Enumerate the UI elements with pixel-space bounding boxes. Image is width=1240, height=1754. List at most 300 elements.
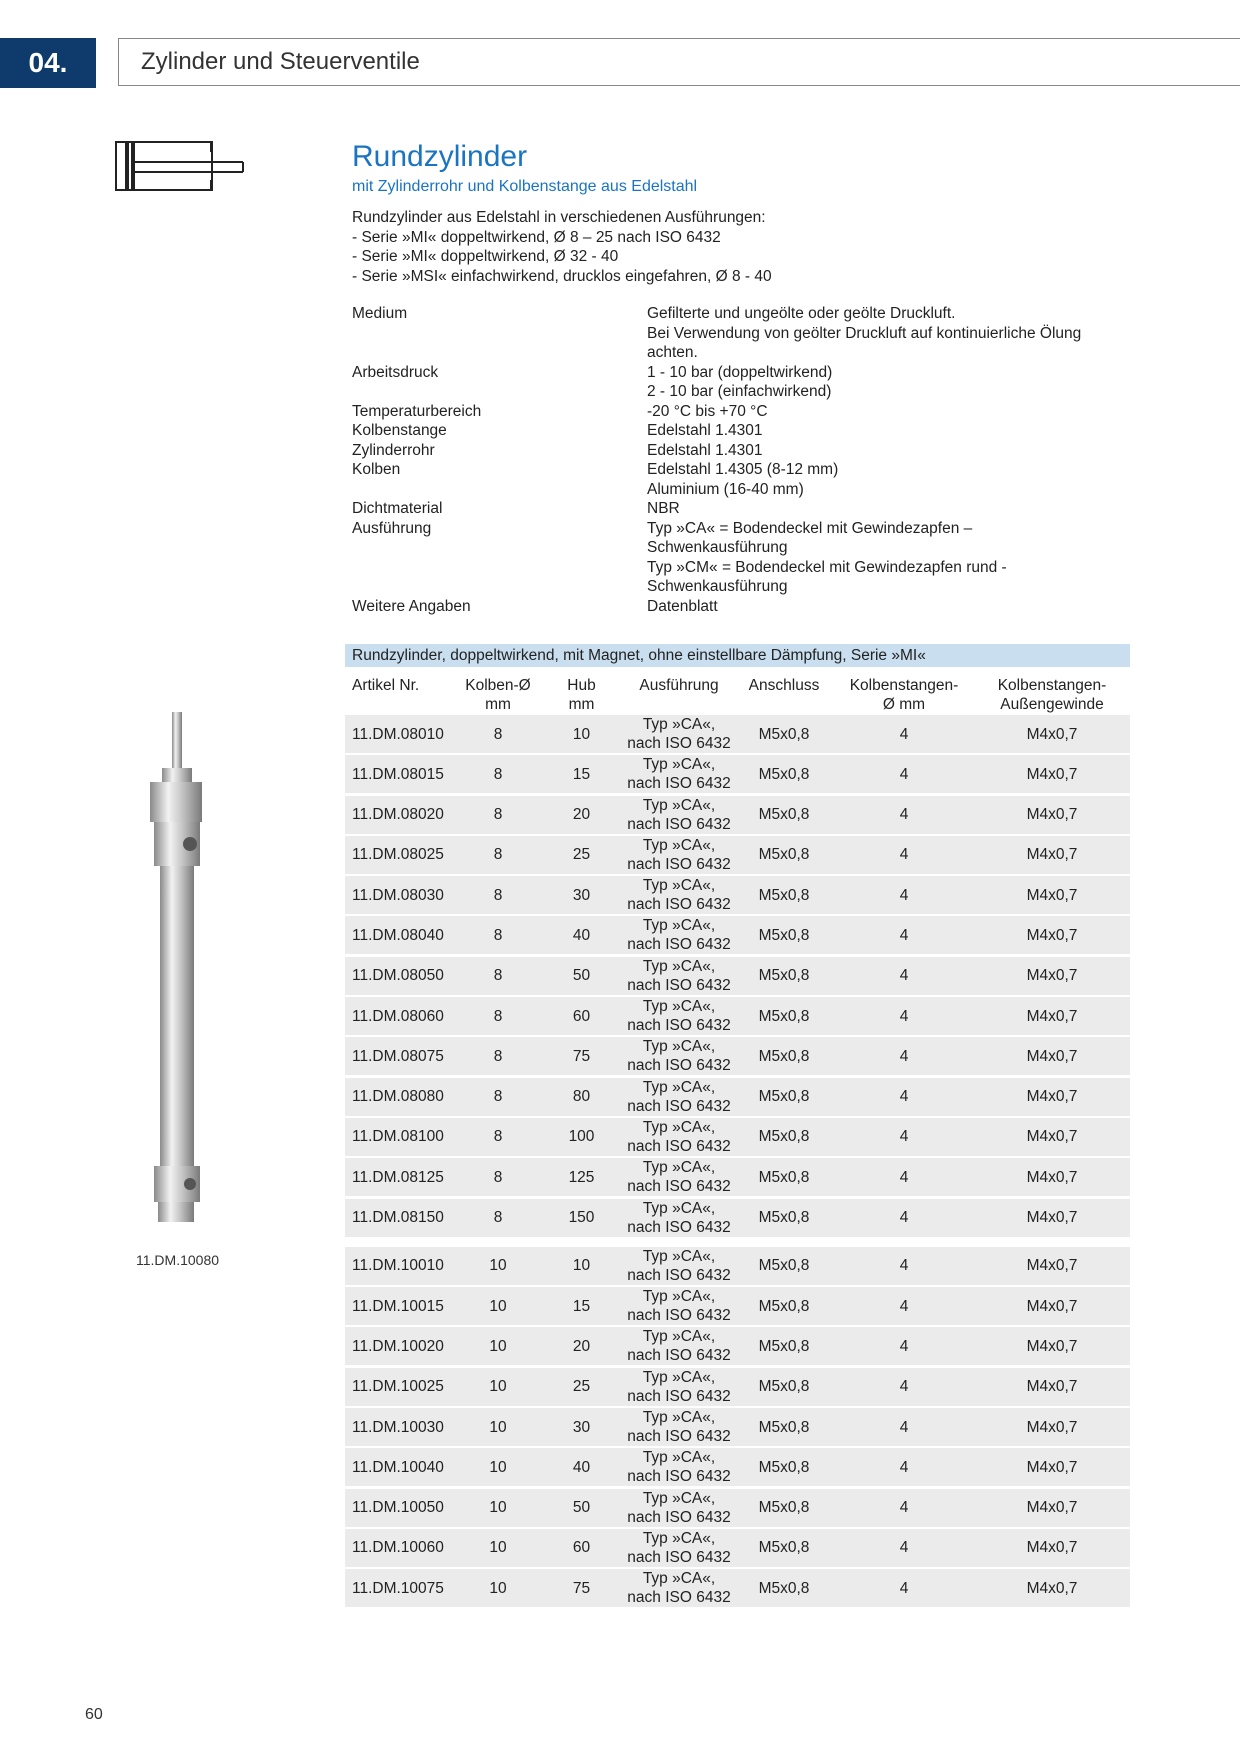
rod-thread: M4x0,7	[1026, 1458, 1078, 1476]
table-row	[345, 1327, 1130, 1365]
execution	[624, 715, 734, 753]
rod-thread: M4x0,7	[1026, 926, 1078, 944]
article-number: 11.DM.08010	[352, 725, 444, 743]
execution-line: Typ »CA«,	[642, 1570, 716, 1588]
rod-diameter: 4	[899, 1499, 909, 1517]
cylinder-symbol-icon	[115, 140, 245, 194]
spec-value-line: Bei Verwendung von geölter Druckluft auf kontinuierliche Ölung	[647, 324, 1082, 342]
table-row	[345, 1247, 1130, 1285]
spec-value-line: -20 °C bis +70 °C	[647, 402, 768, 420]
execution-line: nach ISO 6432	[627, 1057, 731, 1075]
execution-line: nach ISO 6432	[627, 1468, 731, 1486]
stroke: 40	[572, 1458, 591, 1476]
spec-label: Zylinderrohr	[352, 441, 435, 459]
execution-line: nach ISO 6432	[627, 1387, 731, 1405]
spec-row	[352, 597, 1142, 617]
rod-diameter: 4	[899, 1007, 909, 1025]
column-header-line: Außengewinde	[1000, 696, 1104, 713]
intro-line: - Serie »MSI« einfachwirkend, drucklos eingefahren, Ø 8 - 40	[352, 267, 772, 285]
execution-line: Typ »CA«,	[642, 1118, 716, 1136]
piston-diameter: 8	[493, 765, 503, 783]
piston-diameter: 10	[489, 1539, 507, 1557]
execution-line: nach ISO 6432	[627, 735, 731, 752]
chapter-number-box	[0, 38, 96, 88]
piston-diameter: 10	[489, 1579, 507, 1597]
port-thread: M5x0,8	[758, 1378, 810, 1396]
piston-diameter: 8	[493, 1168, 503, 1186]
rod-thread: M4x0,7	[1026, 1337, 1078, 1355]
port-thread: M5x0,8	[758, 1579, 810, 1597]
execution	[624, 1199, 734, 1237]
spec-value	[647, 499, 1142, 519]
execution-line: Typ »CA«,	[642, 1409, 716, 1427]
execution-line: nach ISO 6432	[627, 1266, 731, 1284]
table-row	[345, 796, 1130, 834]
execution	[624, 1569, 734, 1607]
port-thread: M5x0,8	[758, 1337, 810, 1355]
execution	[624, 1247, 734, 1285]
execution-line: nach ISO 6432	[627, 936, 731, 954]
table-row	[345, 997, 1130, 1035]
piston-diameter: 8	[493, 725, 503, 743]
table-row	[345, 1037, 1130, 1075]
article-number: 11.DM.10075	[352, 1579, 444, 1597]
rod-thread: M4x0,7	[1026, 1128, 1078, 1146]
spec-value-line: Schwenkausführung	[647, 539, 788, 556]
rod-diameter: 4	[899, 806, 909, 824]
table-header	[345, 667, 1130, 715]
column-header-line: mm	[568, 696, 595, 713]
stroke: 80	[572, 1088, 591, 1106]
piston-diameter: 8	[493, 1047, 503, 1065]
spec-value-line: achten.	[647, 344, 698, 361]
rod-thread: M4x0,7	[1026, 1378, 1078, 1396]
execution-line: Typ »CA«,	[642, 1199, 716, 1217]
stroke: 30	[572, 1418, 591, 1436]
execution-line: nach ISO 6432	[627, 976, 731, 994]
rod-thread: M4x0,7	[1026, 967, 1078, 985]
spec-label: Temperaturbereich	[352, 402, 482, 420]
stroke: 50	[572, 1499, 591, 1517]
execution-line: Typ »CA«,	[642, 957, 716, 975]
execution	[624, 1037, 734, 1075]
spec-value	[647, 363, 1142, 402]
piston-diameter: 8	[493, 1128, 503, 1146]
column-header-line: Anschluss	[748, 677, 820, 694]
spec-value-line: Typ »CA« = Bodendeckel mit Gewindezapfen –	[647, 519, 973, 537]
article-number: 11.DM.10015	[352, 1297, 444, 1315]
execution	[624, 1368, 734, 1406]
stroke: 25	[572, 1378, 591, 1396]
rod-diameter: 4	[899, 1378, 909, 1396]
round-cylinder-photo	[140, 712, 260, 1222]
spec-row	[352, 441, 1142, 461]
table-row	[345, 916, 1130, 954]
article-number: 11.DM.10060	[352, 1539, 444, 1557]
product-title: Rundzylinder	[352, 140, 528, 173]
article-number: 11.DM.10010	[352, 1257, 444, 1275]
port-thread: M5x0,8	[758, 1458, 810, 1476]
execution	[624, 836, 734, 874]
rod-diameter: 4	[899, 1257, 909, 1275]
execution-line: Typ »CA«,	[642, 796, 716, 814]
piston-diameter: 10	[489, 1458, 507, 1476]
spec-row	[352, 421, 1142, 441]
spec-value	[647, 597, 1142, 617]
execution-line: nach ISO 6432	[627, 815, 731, 833]
rod-thread: M4x0,7	[1026, 1209, 1078, 1227]
stroke: 60	[572, 1539, 591, 1557]
execution-line: Typ »CA«,	[642, 1247, 716, 1265]
rod-thread: M4x0,7	[1026, 1499, 1078, 1517]
spec-label: Kolbenstange	[352, 422, 447, 439]
port-thread: M5x0,8	[758, 1047, 810, 1065]
column-header	[457, 676, 539, 715]
execution-line: nach ISO 6432	[627, 1589, 731, 1607]
product-subtitle: mit Zylinderrohr und Kolbenstange aus Edelstahl	[352, 178, 698, 195]
column-header	[734, 676, 834, 715]
table-row	[345, 715, 1130, 753]
piston-diameter: 10	[489, 1337, 507, 1355]
execution	[624, 755, 734, 793]
spec-label: Weitere Angaben	[352, 597, 471, 615]
port-thread: M5x0,8	[758, 886, 810, 904]
port-thread: M5x0,8	[758, 725, 810, 743]
table-row	[345, 1489, 1130, 1527]
column-header-line: Hub	[567, 677, 596, 694]
rod-thread: M4x0,7	[1026, 1007, 1078, 1025]
spec-value-line: NBR	[647, 500, 680, 517]
piston-diameter: 8	[493, 886, 503, 904]
rod-diameter: 4	[899, 1418, 909, 1436]
execution-line: Typ »CA«,	[642, 1159, 716, 1177]
table-row	[345, 1448, 1130, 1486]
table-row	[345, 1118, 1130, 1156]
spec-row	[352, 402, 1142, 422]
spec-value-line: Gefilterte und ungeölte oder geölte Druckluft.	[647, 305, 956, 322]
table-row	[345, 1368, 1130, 1406]
column-header	[974, 676, 1130, 715]
table-row	[345, 876, 1130, 914]
rod-thread: M4x0,7	[1026, 1047, 1078, 1065]
execution-line: nach ISO 6432	[627, 1428, 731, 1446]
port-thread: M5x0,8	[758, 1418, 810, 1436]
table-row	[345, 957, 1130, 995]
article-number: 11.DM.08125	[352, 1168, 444, 1186]
spec-label: Arbeitsdruck	[352, 363, 439, 381]
stroke: 75	[572, 1579, 591, 1597]
article-number: 11.DM.08060	[352, 1007, 444, 1025]
stroke: 20	[572, 806, 591, 824]
table-row	[345, 1408, 1130, 1446]
photo-caption: 11.DM.10080	[136, 1252, 220, 1268]
rod-thread: M4x0,7	[1026, 1257, 1078, 1275]
table-row	[345, 836, 1130, 874]
table-row	[345, 1078, 1130, 1116]
rod-diameter: 4	[899, 765, 909, 783]
spec-label: Ausführung	[352, 519, 432, 537]
rod-diameter: 4	[899, 1337, 909, 1355]
column-header	[539, 676, 624, 715]
spec-value	[647, 421, 1142, 441]
spec-row	[352, 363, 1142, 402]
article-number: 11.DM.08030	[352, 886, 444, 904]
spec-value-line: 1 - 10 bar (doppeltwirkend)	[647, 363, 833, 381]
piston-diameter: 10	[489, 1499, 507, 1517]
execution-line: nach ISO 6432	[627, 1137, 731, 1155]
execution	[624, 876, 734, 914]
execution-line: nach ISO 6432	[627, 1508, 731, 1526]
execution	[624, 916, 734, 954]
port-thread: M5x0,8	[758, 1209, 810, 1227]
execution	[624, 1408, 734, 1446]
column-header-line: Ausführung	[639, 677, 719, 694]
article-number: 11.DM.10020	[352, 1337, 444, 1355]
stroke: 125	[568, 1168, 595, 1186]
article-number: 11.DM.08080	[352, 1088, 444, 1106]
table-row	[345, 1199, 1130, 1237]
execution-line: Typ »CA«,	[642, 877, 716, 895]
spec-value-line: Edelstahl 1.4301	[647, 422, 763, 439]
article-number: 11.DM.08015	[352, 765, 444, 783]
column-header-line: Ø mm	[882, 696, 926, 713]
port-thread: M5x0,8	[758, 846, 810, 864]
port-thread: M5x0,8	[758, 1168, 810, 1186]
rod-thread: M4x0,7	[1026, 886, 1078, 904]
rod-diameter: 4	[899, 1539, 909, 1557]
piston-diameter: 8	[493, 1088, 503, 1106]
stroke: 150	[568, 1209, 595, 1227]
piston-diameter: 10	[489, 1297, 507, 1315]
article-number: 11.DM.10050	[352, 1499, 444, 1517]
spec-label: Kolben	[352, 461, 401, 478]
stroke: 40	[572, 926, 591, 944]
column-header-line: Artikel Nr.	[352, 677, 420, 694]
spec-value-line: Aluminium (16-40 mm)	[647, 480, 804, 498]
execution-line: Typ »CA«,	[642, 1038, 716, 1056]
execution-line: Typ »CA«,	[642, 998, 716, 1016]
execution-line: nach ISO 6432	[627, 1218, 731, 1236]
spec-label: Medium	[352, 305, 408, 322]
piston-diameter: 8	[493, 846, 503, 864]
product-table	[345, 644, 1130, 1610]
execution	[624, 957, 734, 995]
table-row	[345, 1158, 1130, 1196]
rod-diameter: 4	[899, 1168, 909, 1186]
table-row	[345, 1529, 1130, 1567]
stroke: 15	[572, 765, 591, 783]
piston-diameter: 10	[489, 1418, 507, 1436]
execution	[624, 1078, 734, 1116]
table-caption: Rundzylinder, doppeltwirkend, mit Magnet, ohne einstellbare Dämpfung, Serie »MI«	[345, 644, 1130, 667]
execution-line: Typ »CA«,	[642, 1529, 716, 1547]
intro-line: - Serie »MI« doppeltwirkend, Ø 32 - 40	[352, 248, 619, 265]
port-thread: M5x0,8	[758, 1297, 810, 1315]
rod-thread: M4x0,7	[1026, 846, 1078, 864]
spec-value-line: Schwenkausführung	[647, 578, 788, 595]
column-header-line: mm	[485, 696, 511, 713]
stroke: 50	[572, 967, 591, 985]
stroke: 20	[572, 1337, 591, 1355]
rod-thread: M4x0,7	[1026, 1088, 1078, 1106]
execution	[624, 1448, 734, 1486]
piston-diameter: 8	[493, 967, 503, 985]
spec-value-line: Edelstahl 1.4305 (8-12 mm)	[647, 461, 839, 478]
stroke: 100	[568, 1128, 595, 1146]
execution-line: nach ISO 6432	[627, 775, 731, 793]
spec-value-line: Typ »CM« = Bodendeckel mit Gewindezapfen rund -	[647, 558, 1007, 576]
execution-line: Typ »CA«,	[642, 1368, 716, 1386]
column-header	[834, 676, 974, 715]
column-header-line: Kolbenstangen-	[997, 677, 1107, 694]
execution	[624, 1158, 734, 1196]
piston-diameter: 8	[493, 806, 503, 824]
article-number: 11.DM.08025	[352, 846, 444, 864]
table-body	[345, 715, 1130, 1607]
stroke: 10	[572, 1257, 591, 1275]
stroke: 75	[572, 1047, 591, 1065]
rod-diameter: 4	[899, 1297, 909, 1315]
piston-diameter: 8	[493, 1007, 503, 1025]
spec-row	[352, 519, 1142, 597]
spec-value-line: 2 - 10 bar (einfachwirkend)	[647, 383, 832, 400]
article-number: 11.DM.10030	[352, 1418, 444, 1436]
piston-diameter: 8	[493, 1209, 503, 1227]
execution	[624, 1118, 734, 1156]
spec-value-line: Datenblatt	[647, 597, 718, 615]
spec-value	[647, 402, 1142, 422]
rod-diameter: 4	[899, 725, 909, 743]
spec-list	[352, 304, 1142, 616]
port-thread: M5x0,8	[758, 1088, 810, 1106]
article-number: 11.DM.08150	[352, 1209, 444, 1227]
spec-row	[352, 499, 1142, 519]
rod-diameter: 4	[899, 1458, 909, 1476]
product-intro	[352, 208, 772, 286]
table-row	[345, 1569, 1130, 1607]
rod-thread: M4x0,7	[1026, 806, 1078, 824]
spec-row	[352, 460, 1142, 499]
execution	[624, 997, 734, 1035]
article-number: 11.DM.08100	[352, 1128, 444, 1146]
execution-line: Typ »CA«,	[642, 1078, 716, 1096]
chapter-title-bar	[118, 38, 1240, 86]
rod-thread: M4x0,7	[1026, 1297, 1078, 1315]
port-thread: M5x0,8	[758, 765, 810, 783]
rod-thread: M4x0,7	[1026, 1418, 1078, 1436]
intro-line: Rundzylinder aus Edelstahl in verschiedenen Ausführungen:	[352, 209, 766, 226]
execution-line: Typ »CA«,	[642, 1288, 716, 1306]
article-number: 11.DM.08020	[352, 806, 444, 824]
spec-row	[352, 304, 1142, 363]
piston-diameter: 10	[489, 1257, 507, 1275]
rod-diameter: 4	[899, 1209, 909, 1227]
rod-diameter: 4	[899, 1088, 909, 1106]
port-thread: M5x0,8	[758, 1499, 810, 1517]
rod-diameter: 4	[899, 1579, 909, 1597]
execution	[624, 1529, 734, 1567]
article-number: 11.DM.08050	[352, 967, 444, 985]
execution-line: nach ISO 6432	[627, 896, 731, 914]
intro-line: - Serie »MI« doppeltwirkend, Ø 8 – 25 nach ISO 6432	[352, 228, 721, 246]
article-number: 11.DM.10040	[352, 1458, 444, 1476]
port-thread: M5x0,8	[758, 1007, 810, 1025]
spec-value	[647, 460, 1142, 499]
port-thread: M5x0,8	[758, 1257, 810, 1275]
rod-diameter: 4	[899, 1047, 909, 1065]
page-number: 60	[85, 1706, 103, 1723]
spec-value	[647, 519, 1142, 597]
rod-diameter: 4	[899, 886, 909, 904]
rod-thread: M4x0,7	[1026, 765, 1078, 783]
execution-line: nach ISO 6432	[627, 1097, 731, 1115]
execution	[624, 1287, 734, 1325]
rod-diameter: 4	[899, 1128, 909, 1146]
spec-label: Dichtmaterial	[352, 500, 443, 517]
execution-line: Typ »CA«,	[642, 836, 716, 854]
execution-line: nach ISO 6432	[627, 1178, 731, 1196]
rod-thread: M4x0,7	[1026, 1579, 1078, 1597]
stroke: 25	[572, 846, 591, 864]
chapter-number: 04.	[28, 47, 68, 78]
execution-line: Typ »CA«,	[642, 1328, 716, 1346]
spec-value	[647, 304, 1142, 363]
table-row	[345, 1287, 1130, 1325]
chapter-title: Zylinder und Steuerventile	[141, 48, 420, 75]
execution-line: nach ISO 6432	[627, 1017, 731, 1035]
spec-value-line: Edelstahl 1.4301	[647, 441, 763, 459]
rod-diameter: 4	[899, 846, 909, 864]
stroke: 60	[572, 1007, 591, 1025]
article-number: 11.DM.08040	[352, 926, 444, 944]
execution-line: Typ »CA«,	[642, 756, 716, 774]
execution-line: nach ISO 6432	[627, 1307, 731, 1325]
execution-line: nach ISO 6432	[627, 1548, 731, 1566]
spec-value	[647, 441, 1142, 461]
execution-line: Typ »CA«,	[642, 1489, 716, 1507]
stroke: 10	[572, 725, 591, 743]
piston-diameter: 8	[493, 926, 503, 944]
stroke: 30	[572, 886, 591, 904]
port-thread: M5x0,8	[758, 967, 810, 985]
rod-thread: M4x0,7	[1026, 725, 1078, 743]
table-row	[345, 755, 1130, 793]
rod-thread: M4x0,7	[1026, 1539, 1078, 1557]
article-number: 11.DM.10025	[352, 1378, 444, 1396]
rod-diameter: 4	[899, 967, 909, 985]
column-header	[624, 676, 734, 715]
execution-line: nach ISO 6432	[627, 855, 731, 873]
article-number: 11.DM.08075	[352, 1047, 444, 1065]
execution-line: Typ »CA«,	[642, 1449, 716, 1467]
port-thread: M5x0,8	[758, 806, 810, 824]
column-header	[345, 676, 457, 715]
execution-line: Typ »CA«,	[642, 917, 716, 935]
column-header-line: Kolben-Ø	[465, 677, 531, 694]
execution	[624, 796, 734, 834]
execution-line: Typ »CA«,	[642, 716, 716, 733]
execution-line: nach ISO 6432	[627, 1347, 731, 1365]
group-separator	[345, 1239, 1130, 1247]
piston-diameter: 10	[489, 1378, 507, 1396]
execution	[624, 1327, 734, 1365]
port-thread: M5x0,8	[758, 926, 810, 944]
execution	[624, 1489, 734, 1527]
rod-thread: M4x0,7	[1026, 1168, 1078, 1186]
column-header-line: Kolbenstangen-	[849, 677, 959, 694]
port-thread: M5x0,8	[758, 1539, 810, 1557]
rod-diameter: 4	[899, 926, 909, 944]
